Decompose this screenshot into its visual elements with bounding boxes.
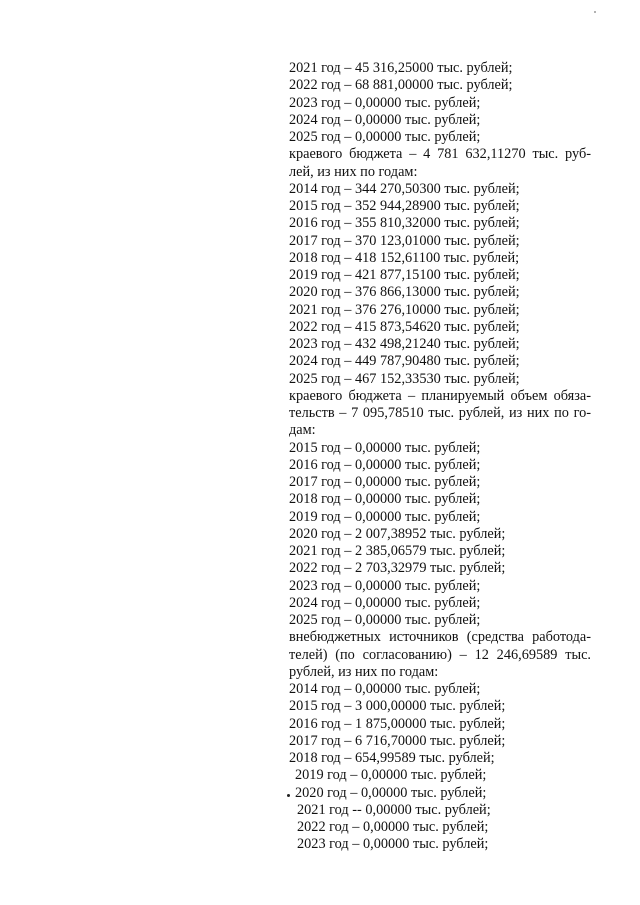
text-line: 2020 год – 2 007,38952 тыс. рублей; <box>289 525 506 542</box>
text-line: 2018 год – 654,99589 тыс. рублей; <box>289 750 495 766</box>
text-line: 2024 год – 0,00000 тыс. рублей; <box>289 594 481 611</box>
text-line: 2017 год – 370 123,01000 тыс. рублей; <box>289 232 520 249</box>
text-line: телей) (по согласованию) – 12 246,69589 тыс. <box>289 646 591 663</box>
text-line: 2016 год – 355 810,32000 тыс. рублей; <box>289 215 520 232</box>
text-line: 2015 год – 352 944,28900 тыс. рублей; <box>289 198 520 214</box>
text-line: 2018 год – 418 152,61100 тыс. рублей; <box>289 249 520 266</box>
scan-mark <box>594 11 596 13</box>
text-line: лей, из них по годам: <box>289 163 418 180</box>
text-line: 2023 год – 0,00000 тыс. рублей; <box>289 577 481 594</box>
text-line: 2020 год – 0,00000 тыс. рублей; <box>295 784 487 801</box>
text-line: 2016 год – 1 875,00000 тыс. рублей; <box>289 715 506 732</box>
text-line: краевого бюджета – 4 781 632,11270 тыс. руб- <box>289 146 591 163</box>
text-line: 2014 год – 0,00000 тыс. рублей; <box>289 681 481 697</box>
text-line: 2023 год – 0,00000 тыс. рублей; <box>289 94 481 111</box>
text-line: внебюджетных источников (средства работода- <box>289 629 591 646</box>
text-line: дам: <box>289 422 316 439</box>
text-line: 2017 год – 0,00000 тыс. рублей; <box>289 474 481 490</box>
text-line: 2021 год – 376 276,10000 тыс. рублей; <box>289 301 520 318</box>
text-line: 2022 год – 68 881,00000 тыс. рублей; <box>289 77 513 94</box>
text-line: 2025 год – 0,00000 тыс. рублей; <box>289 612 481 628</box>
text-line: 2015 год – 3 000,00000 тыс. рублей; <box>289 698 506 715</box>
text-line: 2017 год – 6 716,70000 тыс. рублей; <box>289 732 506 749</box>
text-line: 2019 год – 0,00000 тыс. рублей; <box>295 767 487 784</box>
text-line: 2023 год – 432 498,21240 тыс. рублей; <box>289 336 520 352</box>
text-line: 2025 год – 467 152,33530 тыс. рублей; <box>289 370 520 387</box>
text-line: 2019 год – 0,00000 тыс. рублей; <box>289 508 481 525</box>
text-line: 2021 год – 2 385,06579 тыс. рублей; <box>289 543 506 559</box>
text-line: 2022 год – 415 873,54620 тыс. рублей; <box>289 318 520 335</box>
text-line: 2022 год – 2 703,32979 тыс. рублей; <box>289 560 506 577</box>
text-line: краевого бюджета – планируемый объем обяза- <box>289 387 591 404</box>
budget-text-column <box>289 60 591 854</box>
text-line: 2020 год – 376 866,13000 тыс. рублей; <box>289 284 520 301</box>
text-line: 2018 год – 0,00000 тыс. рублей; <box>289 491 481 508</box>
text-line: 2022 год – 0,00000 тыс. рублей; <box>297 819 489 835</box>
text-line: 2019 год – 421 877,15100 тыс. рублей; <box>289 267 520 283</box>
text-line: тельств – 7 095,78510 тыс. рублей, из них по го- <box>289 405 591 421</box>
text-line: 2015 год – 0,00000 тыс. рублей; <box>289 439 481 456</box>
text-line: 2021 год -- 0,00000 тыс. рублей; <box>297 801 491 818</box>
text-line: 2023 год – 0,00000 тыс. рублей; <box>297 836 489 853</box>
text-line: рублей, из них по годам: <box>289 663 439 680</box>
text-line: 2024 год – 0,00000 тыс. рублей; <box>289 111 481 128</box>
text-line: 2014 год – 344 270,50300 тыс. рублей; <box>289 180 520 197</box>
text-line: 2016 год – 0,00000 тыс. рублей; <box>289 456 481 473</box>
text-line: 2024 год – 449 787,90480 тыс. рублей; <box>289 353 520 370</box>
text-line: 2025 год – 0,00000 тыс. рублей; <box>289 129 481 145</box>
text-line: 2021 год – 45 316,25000 тыс. рублей; <box>289 60 513 76</box>
